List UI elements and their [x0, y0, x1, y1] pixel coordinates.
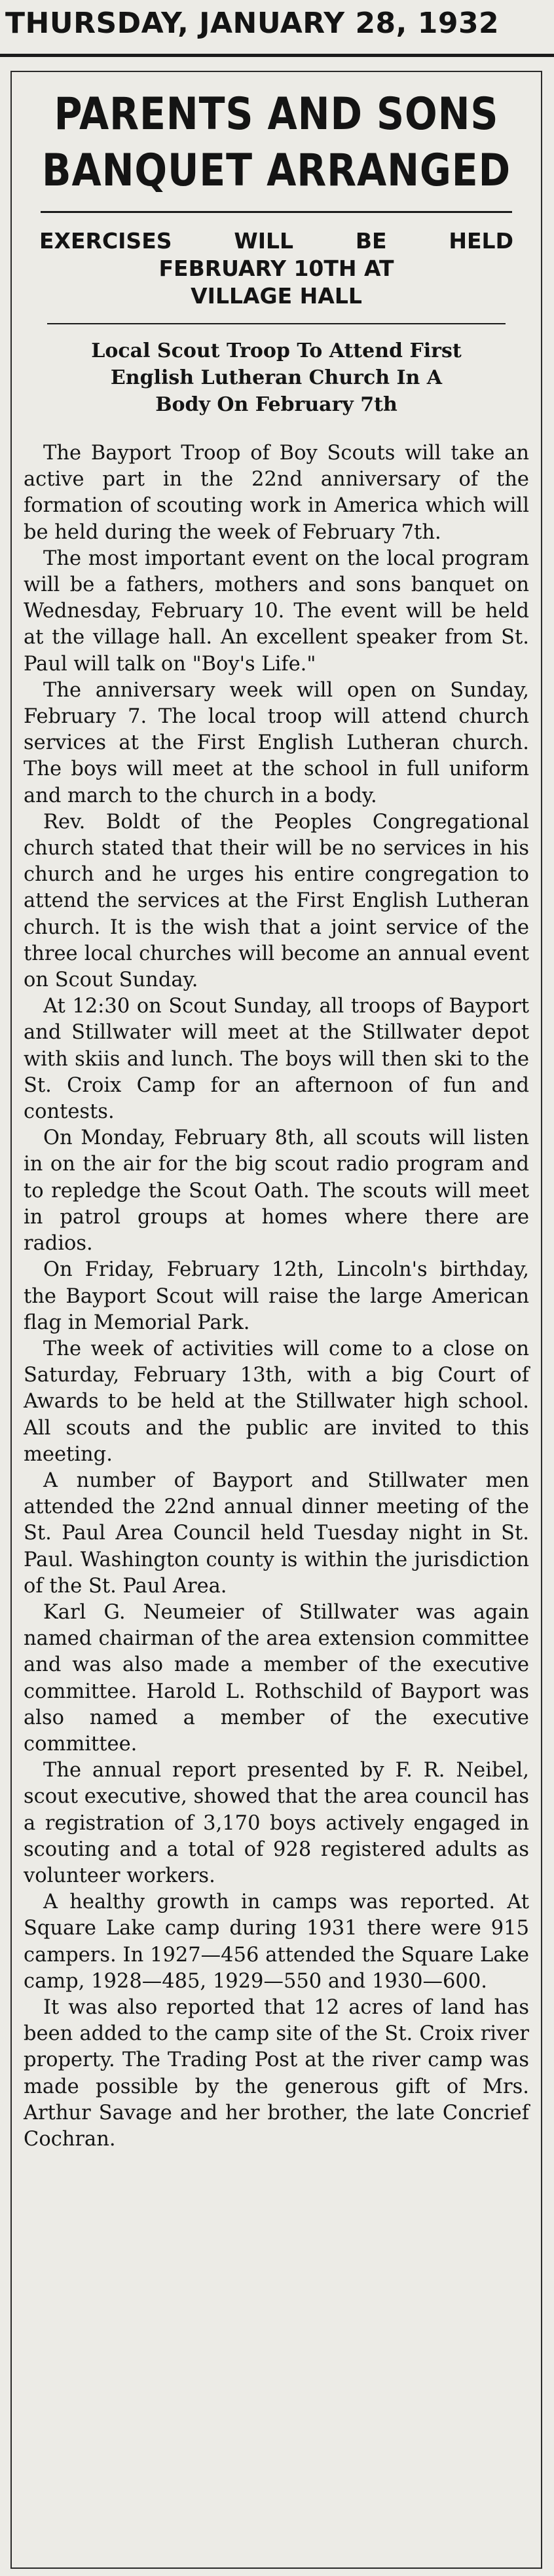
paragraph: On Friday, February 12th, Lincoln's birthday, the Bayport Scout will raise the large American flag in Memorial Park. [24, 1258, 529, 1334]
deck-primary [28, 227, 525, 310]
article-column [10, 71, 542, 2569]
deck-primary-line-3: VILLAGE HALL [191, 283, 362, 309]
deck-secondary-line-1: Local Scout Troop To Attend First [91, 339, 462, 362]
paragraph: The annual report presented by F. R. Neibel, scout executive, showed that the area council has a registration of 3,170 boys actively engaged in scouting and a total of 928 registered adults as volunteer workers. [24, 1759, 529, 1887]
paragraph: The anniversary week will open on Sunday, February 7. The local troop will attend church services at the First English Lutheran church. The boys will meet at the school in full uniform and march to the church in a body. [24, 678, 529, 807]
deck-secondary-line-3: Body On February 7th [155, 393, 397, 416]
deck-secondary [33, 337, 520, 418]
top-rule [0, 54, 554, 57]
paragraph: The Bayport Troop of Boy Scouts will take an active part in the 22nd anniversary of the formation of scouting work in America which will be held during the week of February 7th. [24, 442, 529, 544]
deck-word: WILL [234, 228, 294, 254]
deck-word: HELD [449, 228, 513, 254]
paragraph: On Monday, February 8th, all scouts will listen in on the air for the big scout radio program and to repledge the Scout Oath. The scouts will meet in patrol groups at homes where there are radios. [24, 1126, 529, 1256]
paragraph: It was also reported that 12 acres of land has been added to the camp site of the St. Croix river property. The Trading Post at the river camp was made possible by the generous gift of Mrs. Arthur Savage and her brother, the late Concrief Cochran. [24, 1995, 529, 2151]
paragraph: The week of activities will come to a close on Saturday, February 13th, with a big Court of Awards to be held at the Stillwater high school. All scouts and the public are invited to this meeting. [24, 1337, 529, 1466]
paragraph: The most important event on the local program will be a fathers, mothers and sons banquet on Wednesday, February 10. The event will be held at the village hall. An excellent speaker from St. Paul will talk on "Boy's Life." [24, 547, 529, 676]
paragraph: A number of Bayport and Stillwater men attended the 22nd annual dinner meeting of the St. Paul Area Council held Tuesday night in St. Paul. Washington county is within the jurisdiction of the St. Paul Area. [24, 1469, 529, 1598]
headline-line-2: BANQUET ARRANGED [42, 145, 511, 197]
paragraph: A healthy growth in camps was reported. At Square Lake camp during 1931 there were 915 campers. In 1927—456 attended the Square Lake camp, 1928—485, 1929—550 and 1930—600. [24, 1891, 529, 1993]
headline-divider [41, 211, 512, 213]
paragraph: At 12:30 on Scout Sunday, all troops of Bayport and Stillwater will meet at the Stillwater depot with skiis and lunch. The boys will then ski to the St. Croix Camp for an afternoon of fun and contests. [24, 995, 529, 1124]
deck-word: BE [355, 228, 387, 254]
deck-word: EXERCISES [39, 228, 172, 254]
deck-divider [47, 323, 506, 324]
article-body [21, 440, 532, 2153]
deck-primary-line-2: FEBRUARY 10TH AT [158, 256, 394, 281]
paragraph: Karl G. Neumeier of Stillwater was again named chairman of the area extension committee and was also made a member of the executive committee. Harold L. Rothschild of Bayport was also named a member of the executive committee. [24, 1600, 529, 1756]
headline [34, 87, 519, 199]
dateline: THURSDAY, JANUARY 28, 1932 [5, 7, 500, 40]
deck-secondary-line-2: English Lutheran Church In A [110, 366, 443, 389]
headline-line-1: PARENTS AND SONS [54, 88, 499, 140]
paragraph: Rev. Boldt of the Peoples Congregational church stated that their will be no services in his church and he urges his entire congregation to attend the services at the First English Lutheran church. It is the wish that a joint service of the three local churches will become an annual event on Scout Sunday. [24, 810, 529, 992]
deck-primary-line-1 [28, 227, 525, 255]
